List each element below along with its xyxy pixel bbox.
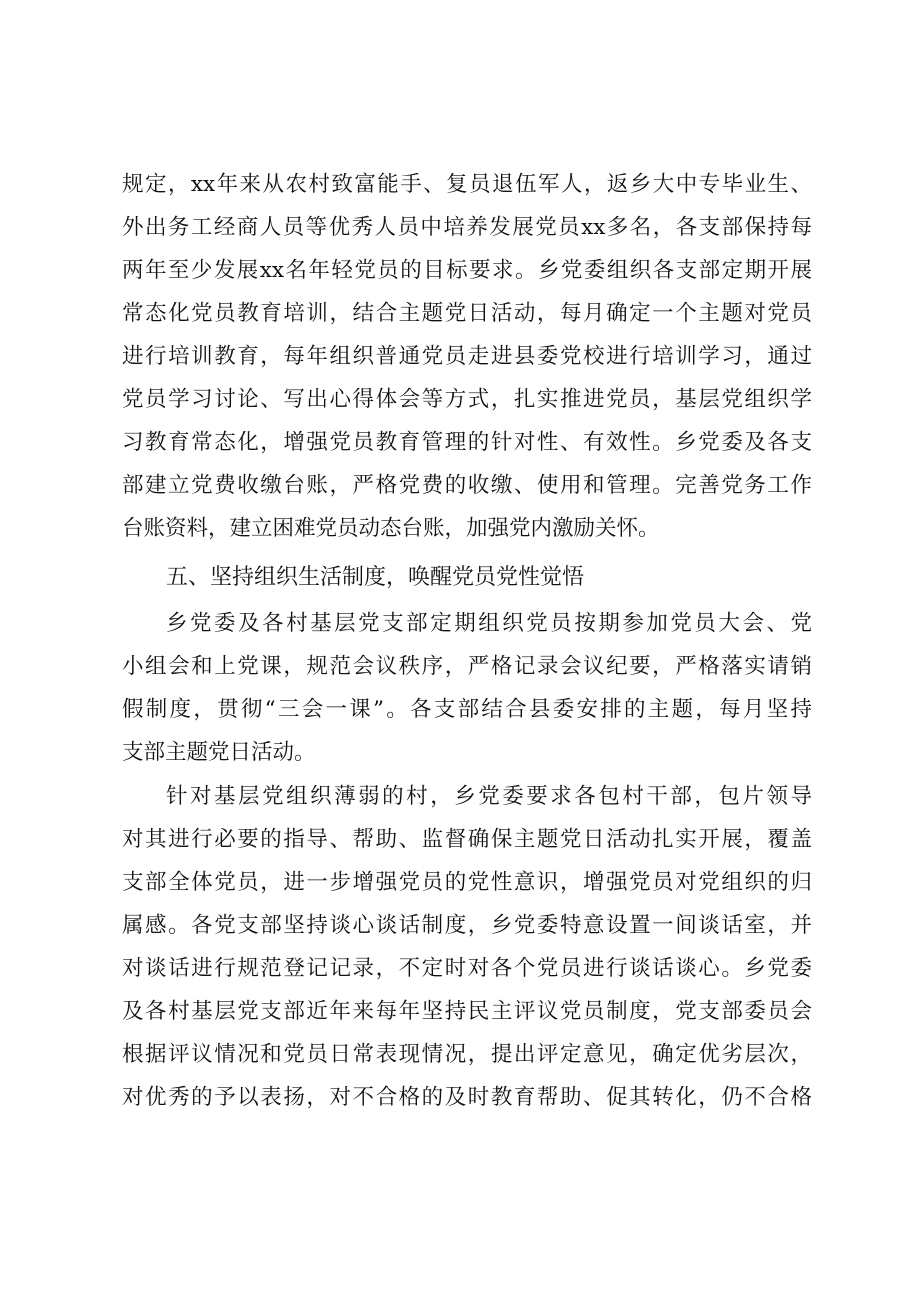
paragraph-1-line-2: 外出务工经商人员等优秀人员中培养发展党员xx多名，各支部保持每 bbox=[122, 215, 812, 240]
paragraph-3-line-6: 及各村基层党支部近年来每年坚持民主评议党员制度，党支部委员会 bbox=[122, 999, 812, 1024]
paragraph-1-line-4: 常态化党员教育培训，结合主题党日活动，每月确定一个主题对党员 bbox=[122, 301, 812, 326]
paragraph-1-line-1: 规定，xx年来从农村致富能手、复员退伍军人，返乡大中专毕业生、 bbox=[122, 172, 812, 197]
paragraph-3-line-4: 属感。各党支部坚持谈心谈话制度，乡党委特意设置一间谈话室，并 bbox=[122, 913, 812, 938]
paragraph-3-line-5: 对谈话进行规范登记记录，不定时对各个党员进行谈话谈心。乡党委 bbox=[122, 956, 812, 981]
paragraph-2-line-4: 支部主题党日活动。 bbox=[122, 740, 316, 765]
paragraph-3-line-7: 根据评议情况和党员日常表现情况，提出评定意见，确定优劣层次， bbox=[122, 1042, 812, 1067]
section-heading-5: 五、坚持组织生活制度，唤醒党员党性觉悟 bbox=[166, 565, 585, 590]
paragraph-3-line-3: 支部全体党员，进一步增强党员的党性意识，增强党员对党组织的归 bbox=[122, 870, 812, 895]
paragraph-2-line-2: 小组会和上党课，规范会议秩序，严格记录会议纪要，严格落实请销 bbox=[122, 654, 812, 679]
paragraph-1-line-5: 进行培训教育，每年组织普通党员走进县委党校进行培训学习，通过 bbox=[122, 344, 812, 369]
paragraph-1-line-3: 两年至少发展xx名年轻党员的目标要求。乡党委组织各支部定期开展 bbox=[122, 258, 812, 283]
paragraph-3-line-2: 对其进行必要的指导、帮助、监督确保主题党日活动扎实开展，覆盖 bbox=[122, 827, 812, 852]
paragraph-3-line-1: 针对基层党组织薄弱的村，乡党委要求各包村干部，包片领导 bbox=[166, 784, 812, 809]
paragraph-2-line-3: 假制度，贯彻“三会一课”。各支部结合县委安排的主题，每月坚持 bbox=[122, 697, 812, 722]
paragraph-1-line-8: 部建立党费收缴台账，严格党费的收缴、使用和管理。完善党务工作 bbox=[122, 473, 812, 498]
paragraph-3-line-8: 对优秀的予以表扬，对不合格的及时教育帮助、促其转化，仍不合格 bbox=[122, 1085, 812, 1110]
paragraph-2-line-1: 乡党委及各村基层党支部定期组织党员按期参加党员大会、党 bbox=[166, 611, 812, 636]
paragraph-1-line-9: 台账资料，建立困难党员动态台账，加强党内激励关怀。 bbox=[122, 516, 660, 541]
paragraph-1-line-7: 习教育常态化，增强党员教育管理的针对性、有效性。乡党委及各支 bbox=[122, 430, 812, 455]
paragraph-1-line-6: 党员学习讨论、写出心得体会等方式，扎实推进党员，基层党组织学 bbox=[122, 387, 812, 412]
